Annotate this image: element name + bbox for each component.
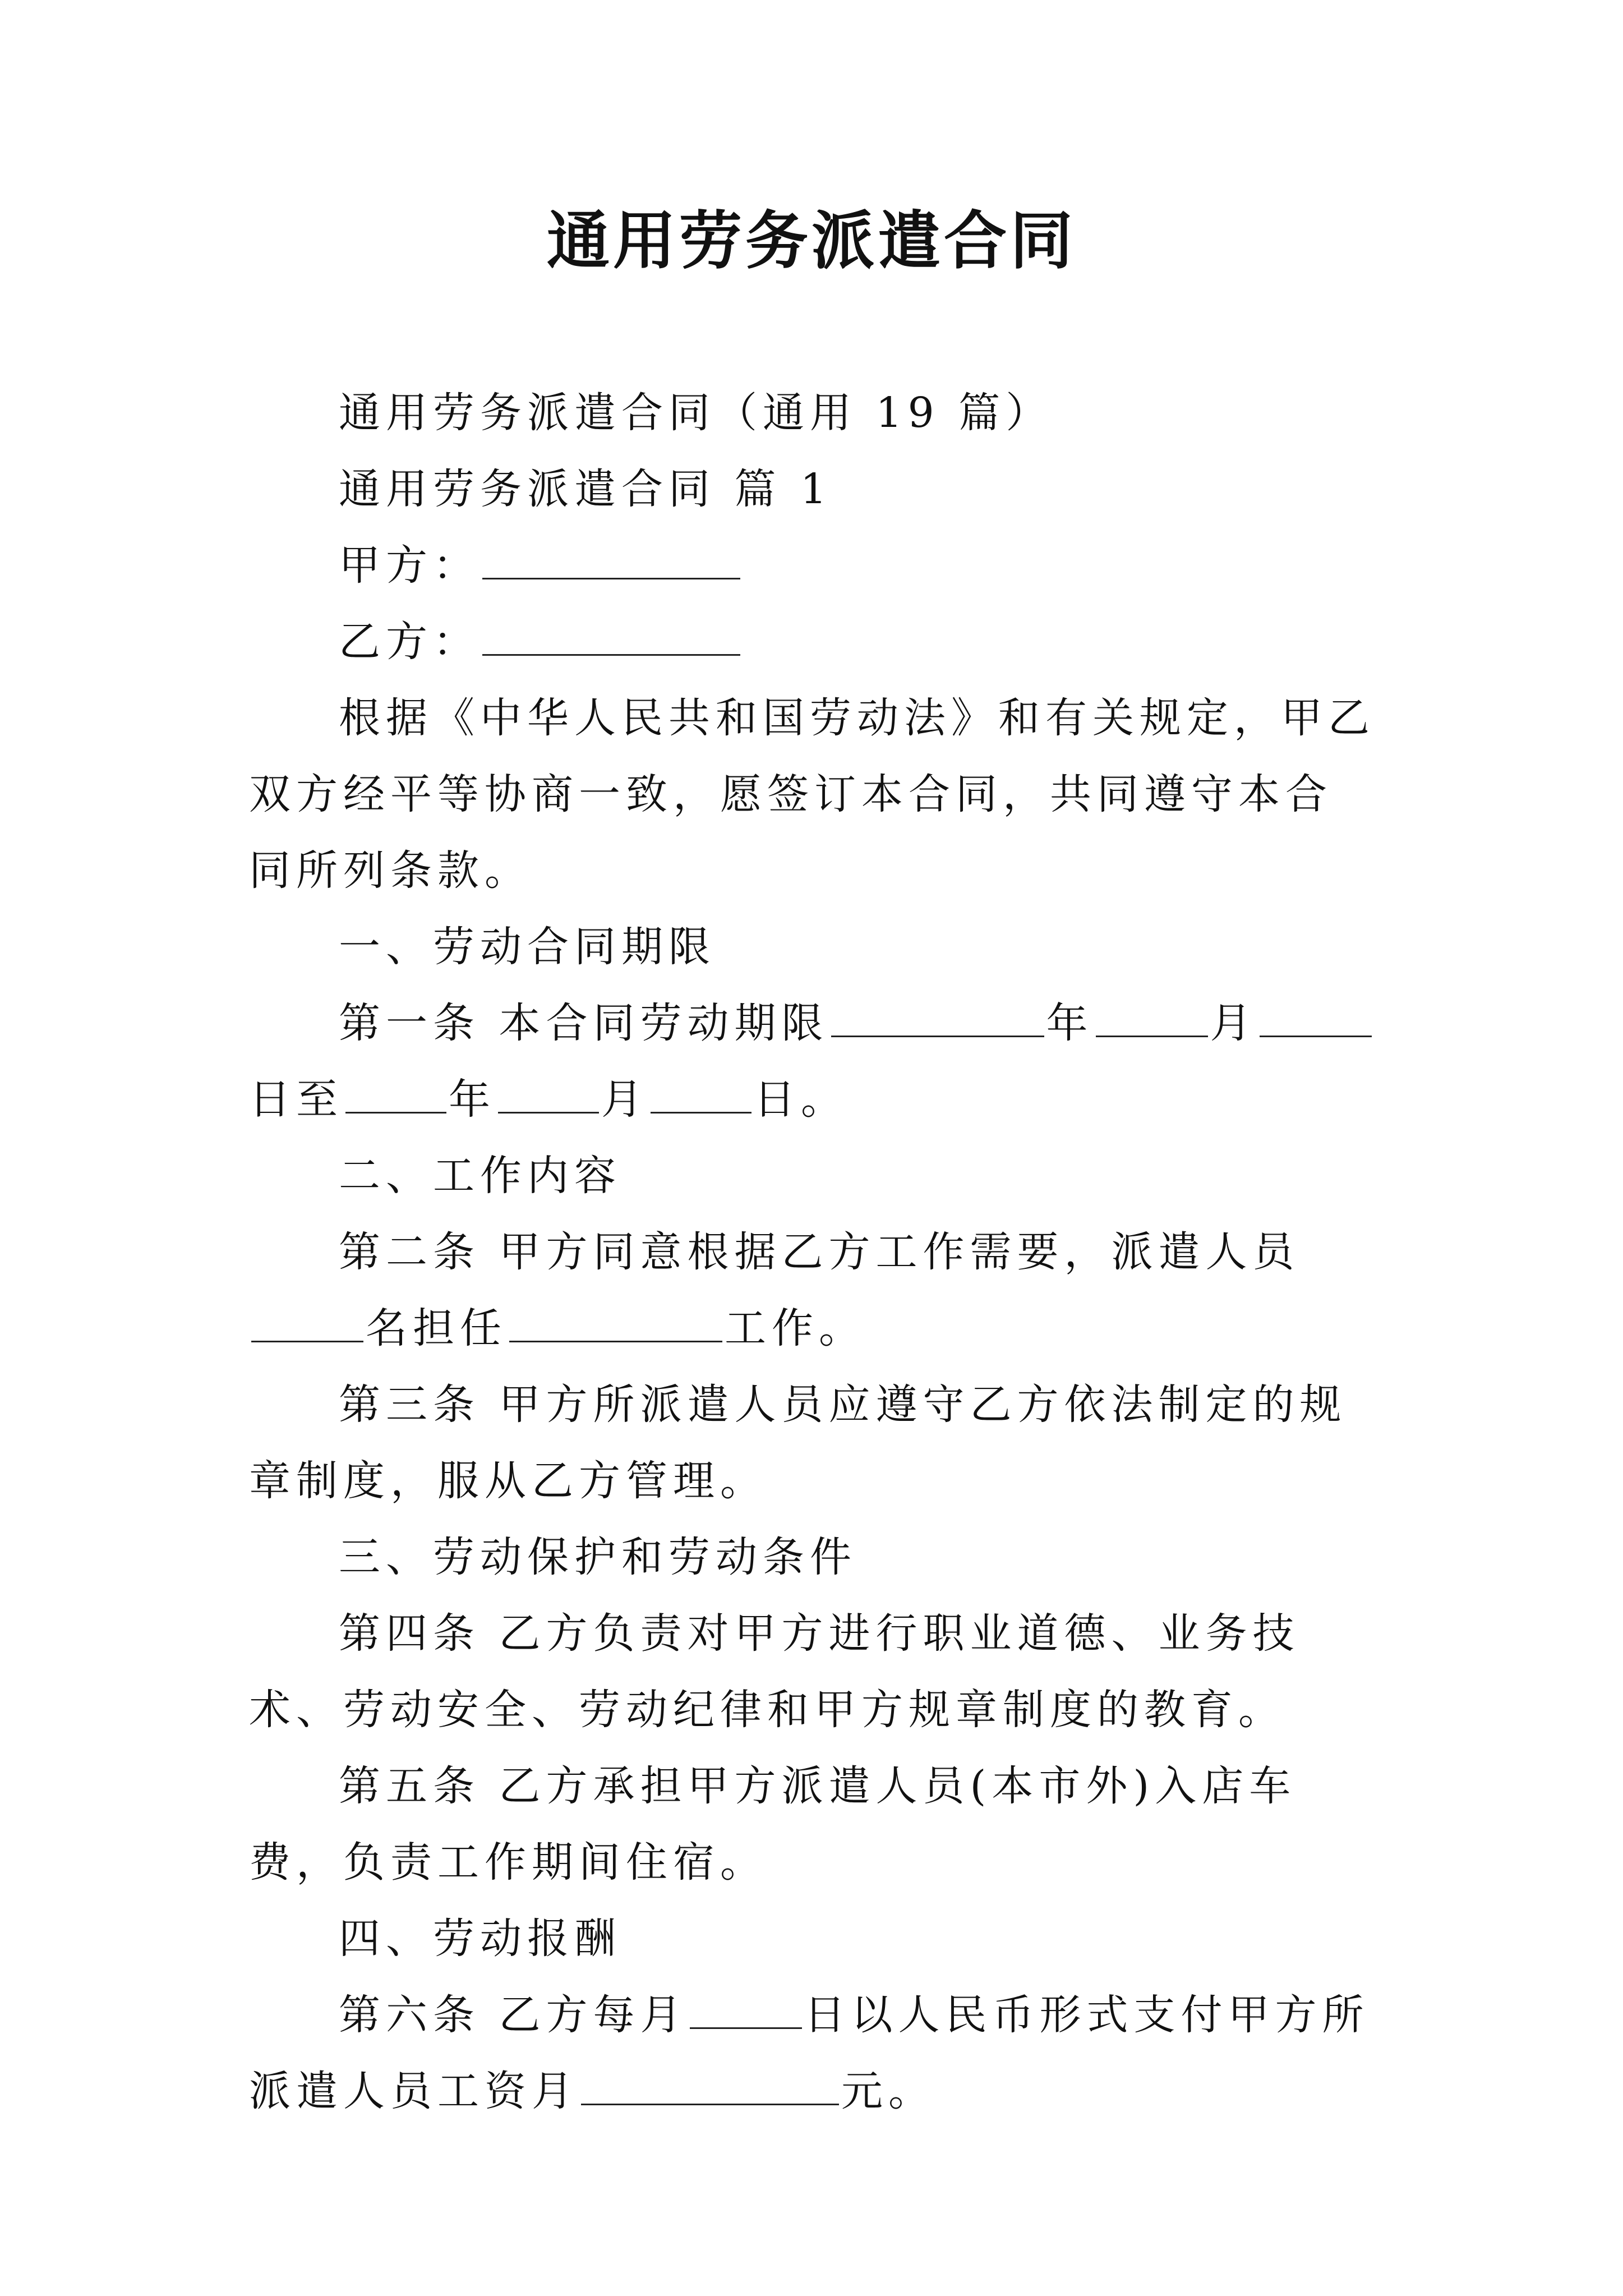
party-b-label: 乙方： xyxy=(339,618,480,666)
article-1-text-f: 月 xyxy=(601,1075,648,1124)
article-1-text-a: 第一条 本合同劳动期限 xyxy=(339,999,829,1047)
article-2-blank-2 xyxy=(509,1307,722,1342)
article-1-blank-4 xyxy=(345,1078,446,1114)
party-a-label: 甲方： xyxy=(339,541,480,590)
article-1-text-b: 年 xyxy=(1046,999,1094,1047)
document-body xyxy=(249,375,1376,2129)
article-1-text-e: 年 xyxy=(449,1075,496,1124)
party-b-blank xyxy=(482,620,740,656)
article-1-text-g: 日。 xyxy=(754,1075,848,1124)
article-2-blank-1 xyxy=(251,1307,363,1342)
article-2-text-a: 第二条 甲方同意根据乙方工作需要，派遣人员 xyxy=(339,1228,1300,1276)
article-1-blank-3 xyxy=(1260,1002,1372,1037)
article-2-text-b: 名担任 xyxy=(366,1304,507,1352)
subtitle: 通用劳务派遣合同（通用 19 篇） xyxy=(339,389,1053,437)
intro-paragraph: 根据《中华人民共和国劳动法》和有关规定，甲乙双方经平等协商一致，愿签订本合同，共同遵守本合同所列条款。 xyxy=(249,694,1375,895)
article-5: 第五条 乙方承担甲方派遣人员(本市外)入店车费，负责工作期间住宿。 xyxy=(249,1762,1297,1887)
party-a-line xyxy=(249,527,1376,604)
heading-term: 一、劳动合同期限 xyxy=(339,923,716,971)
article-1-blank-6 xyxy=(651,1078,751,1114)
party-b-line xyxy=(249,604,1376,680)
document-title: 通用劳务派遣合同 xyxy=(547,204,1076,278)
section-heading: 通用劳务派遣合同 篇 1 xyxy=(339,465,833,513)
article-6-text-b: 日以人民币形式支付甲方所派遣人员工资月 xyxy=(249,1991,1370,2115)
party-a-blank xyxy=(482,544,740,579)
heading-work: 二、工作内容 xyxy=(339,1152,621,1200)
article-1-blank-5 xyxy=(498,1078,599,1114)
article-6-text-c: 元。 xyxy=(841,2067,935,2115)
article-3: 第三条 甲方所派遣人员应遵守乙方依法制定的规章制度，服从乙方管理。 xyxy=(249,1381,1347,1505)
article-4: 第四条 乙方负责对甲方进行职业道德、业务技术、劳动安全、劳动纪律和甲方规章制度的教育。 xyxy=(249,1609,1300,1734)
article-1-blank-2 xyxy=(1096,1002,1208,1037)
article-2 xyxy=(249,1214,1376,1366)
article-1-blank-1 xyxy=(831,1002,1044,1037)
article-1 xyxy=(249,985,1376,1138)
article-6-text-a: 第六条 乙方每月 xyxy=(339,1991,688,2039)
heading-protection: 三、劳动保护和劳动条件 xyxy=(339,1533,857,1581)
article-6-blank-2 xyxy=(581,2070,839,2105)
article-2-text-c: 工作。 xyxy=(725,1304,866,1352)
heading-pay: 四、劳动报酬 xyxy=(339,1915,621,1963)
article-6-blank-1 xyxy=(690,1994,802,2029)
article-6 xyxy=(249,1977,1376,2129)
article-1-text-c: 月 xyxy=(1210,999,1257,1047)
article-1-text-d: 日至 xyxy=(249,1075,343,1124)
